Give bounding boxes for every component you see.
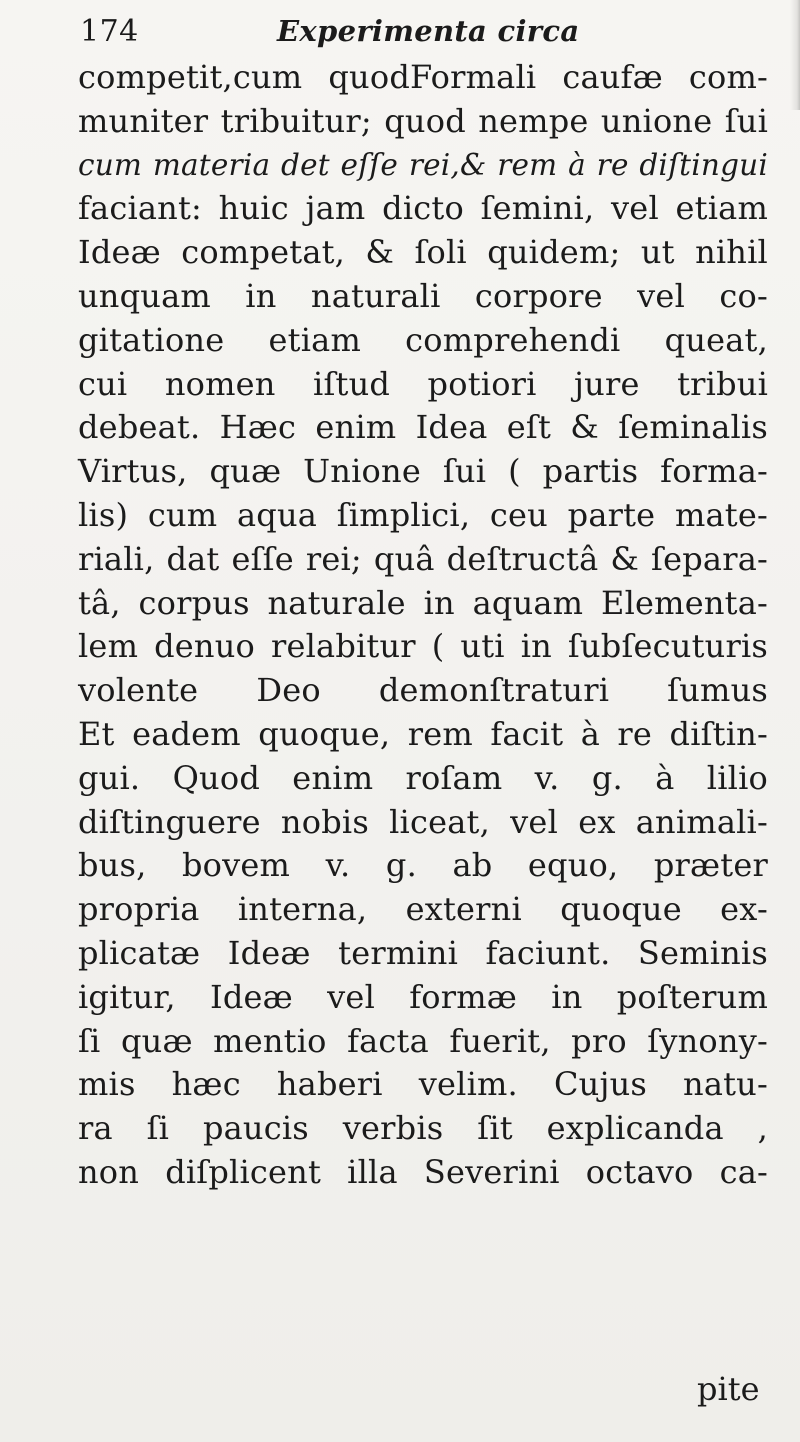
- text-line-22: igitur, Ideæ vel formæ in poſterum: [78, 977, 768, 1016]
- text-line-19: bus, bovem v. g. ab equo, præter: [78, 846, 768, 885]
- text-line-2: muniter tribuitur; quod nempe unione ſui: [78, 101, 768, 140]
- catchword: pite: [697, 1370, 760, 1408]
- text-line-10: Virtus, quæ Unione ſui ( partis forma-: [78, 452, 768, 491]
- page-edge-shadow: [790, 0, 800, 110]
- page-header: [80, 14, 760, 58]
- page-number: 174: [80, 14, 139, 49]
- text-line-17: gui. Quod enim roſam v. g. à lilio: [78, 758, 768, 797]
- text-line-12: riali, dat eſſe rei; quâ deſtructâ & ſepara-: [78, 539, 768, 578]
- text-line-21: plicatæ Ideæ termini faciunt. Seminis: [78, 933, 768, 972]
- text-line-16: Et eadem quoque, rem facit à re diſtin-: [78, 714, 768, 753]
- text-line-4: faciant: huic jam dicto ſemini, vel etiam: [78, 189, 768, 228]
- text-line-11: lis) cum aqua ſimplici, ceu parte mate-: [78, 495, 768, 534]
- text-line-14: lem denuo relabitur ( uti in ſubſecuturis: [78, 627, 768, 666]
- text-line-15: volente Deo demonſtraturi ſumus: [78, 671, 768, 710]
- running-head: Experimenta circa: [277, 14, 580, 48]
- text-line-6: unquam in naturali corpore vel co-: [78, 276, 768, 315]
- text-line-25: ra ſi paucis verbis ſit explicanda ,: [78, 1109, 768, 1148]
- text-line-3: cum materia det eſſe rei,& rem à re diſtingui: [78, 147, 768, 182]
- text-line-24: mis hæc haberi velim. Cujus natu-: [78, 1065, 768, 1104]
- text-line-18: diſtinguere nobis liceat, vel ex animali-: [78, 802, 768, 841]
- text-line-7: gitatione etiam comprehendi queat,: [78, 320, 768, 359]
- text-line-13: tâ, corpus naturale in aquam Elementa-: [78, 583, 768, 622]
- text-line-5: Ideæ competat, & ſoli quidem; ut nihil: [78, 233, 768, 272]
- text-line-8: cui nomen iſtud potiori jure tribui: [78, 364, 768, 403]
- text-line-23: ſi quæ mentio facta fuerit, pro ſynony-: [78, 1021, 768, 1060]
- text-line-20: propria interna, externi quoque ex-: [78, 890, 768, 929]
- text-line-1: competit,cum quodFormali caufæ com-: [78, 58, 768, 96]
- text-line-26: non diſplicent illa Severini octavo ca-: [78, 1152, 768, 1191]
- text-line-9: debeat. Hæc enim Idea eſt & ſeminalis: [78, 408, 768, 447]
- body-text: [78, 56, 768, 1195]
